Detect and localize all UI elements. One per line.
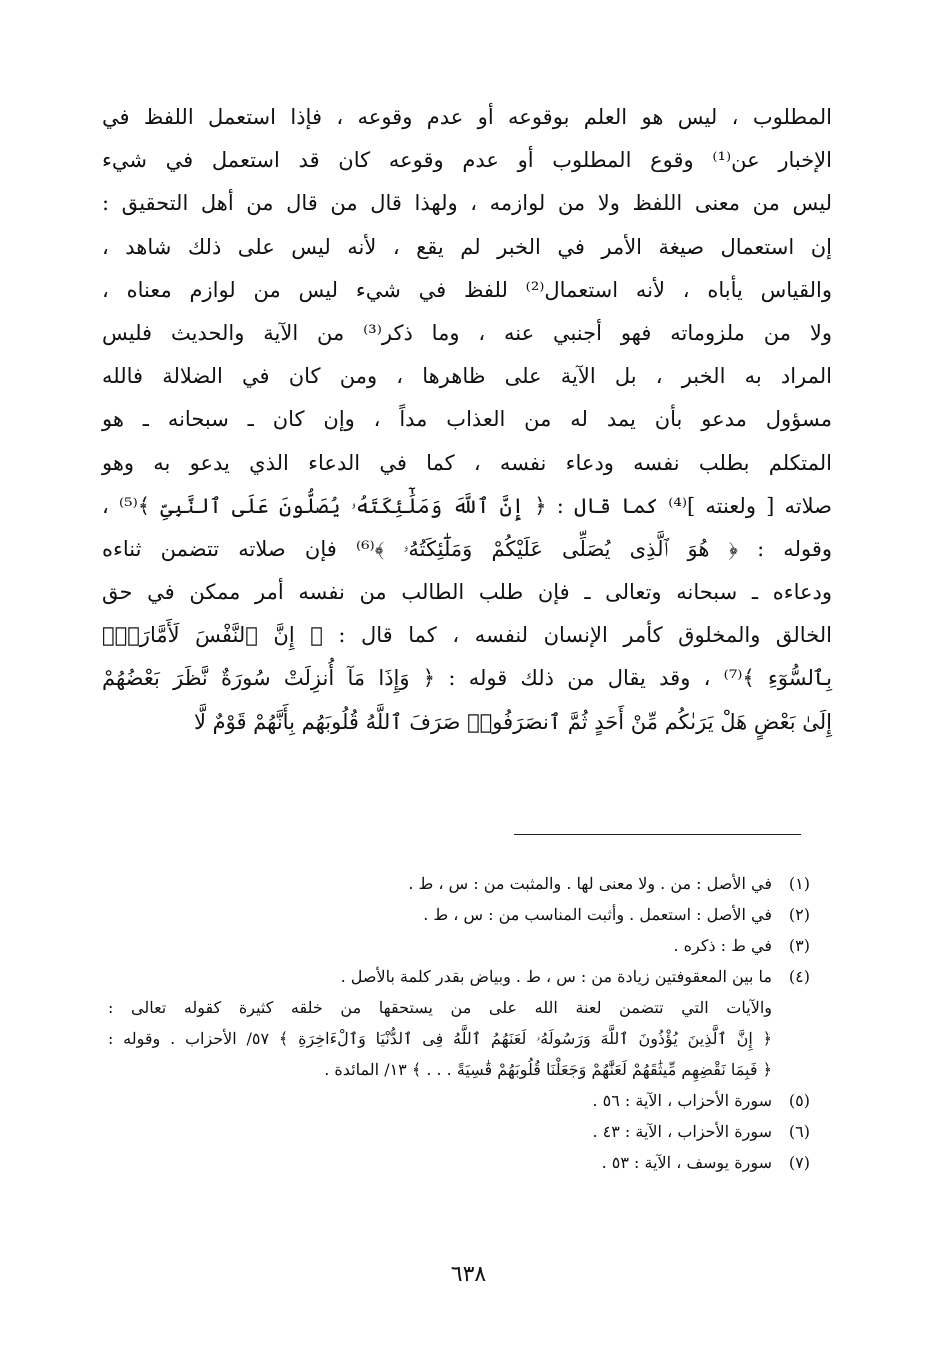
footnote	[108, 930, 810, 961]
footnote-text	[108, 899, 772, 930]
footnote	[108, 961, 810, 1085]
text-line: إن استعمال صيغة الأمر في الخبر لم يقع ، لأنه ليس على ذلك شاهد ،	[102, 234, 832, 259]
text-line: المراد به الخبر ، بل الآية على ظاهرها ، ومن كان في الضلالة فالله	[102, 364, 832, 389]
footnote-line: في الأصل : من . ولا معنى لها . والمثبت من : س ، ط .	[408, 874, 772, 893]
footnote-line: سورة الأحزاب ، الآية : ٥٦ .	[592, 1091, 772, 1110]
text-line: بِٱلسُّوٓءِ ﴾⁽⁷⁾ ، وقد يقال من ذلك قوله : ﴿ وَإِذَا مَآ أُنزِلَتْ سُورَةٌ نَّظَرَ بَعْضُهُمْ	[102, 666, 832, 691]
text-line: والقياس يأباه ، لأنه استعمال⁽²⁾ للفظ في شيء ليس من لوازم معناه ،	[102, 277, 832, 302]
footnote-line: في ط : ذكره .	[673, 936, 772, 955]
text-line: المتكلم بطلب نفسه ودعاء نفسه ، كما في الدعاء الذي يدعو به وهو	[102, 450, 832, 475]
footnote-text	[108, 868, 772, 899]
text-line: المطلوب ، ليس هو العلم بوقوعه أو عدم وقوعه ، فإذا استعمل اللفظ في	[102, 105, 832, 129]
text-line: صلاته [ ولعنته ]⁽⁴⁾ كما قال : ﴿ إِنَّ ٱللَّهَ وَمَلَٰٓئِكَتَهُۥ يُصَلُّونَ عَلَى ٱلنَّبِىِّ ﴾⁽⁵⁾ ،	[102, 493, 833, 518]
footnote	[108, 1147, 810, 1178]
footnote-number: (٣)	[788, 936, 810, 955]
page-number: ٦٣٨	[450, 1262, 487, 1287]
text-line: ليس من معنى اللفظ ولا من لوازمه ، ولهذا قال من قال من أهل التحقيق :	[102, 191, 832, 216]
text-line: ودعاءه ـ سبحانه وتعالى ـ فإن طلب الطالب من نفسه أمر ممكن في حق	[102, 580, 832, 605]
footnote-text	[108, 961, 772, 1085]
footnote-text	[108, 930, 772, 961]
footnote-line: والآيات التي تتضمن لعنة الله على من يستحقها من خلقه كثيرة كقوله تعالى :	[108, 998, 772, 1017]
footnote-text	[108, 1085, 772, 1116]
footnote-line: ما بين المعقوفتين زيادة من : س ، ط . وبياض بقدر كلمة بالأصل .	[340, 967, 772, 986]
footnote-text	[108, 1147, 772, 1178]
footnote-number: (٤)	[788, 967, 810, 986]
text-line: ولا من ملزوماته فهو أجنبي عنه ، وما ذكر⁽³⁾ من الآية والحديث فليس	[102, 320, 833, 345]
text-line: الخالق والمخلوق كأمر الإنسان لنفسه ، كما قال : ﴿ إِنَّ ٱلنَّفْسَ لَأَمَّارَةٌۢ	[102, 623, 832, 648]
footnote-line: سورة يوسف ، الآية : ٥٣ .	[601, 1153, 772, 1172]
text-line: مسؤول مدعو بأن يمد له من العذاب مداً ، وإن كان ـ سبحانه ـ هو	[102, 407, 832, 432]
footnote-line: ﴿ فَبِمَا نَقْضِهِم مِّيثَٰقَهُمْ لَعَنَّٰهُمْ وَجَعَلْنَا قُلُوبَهُمْ قَٰسِيَةً . . . ﴾ ١٣/ المائدة .	[324, 1060, 772, 1079]
footnote-number: (١)	[788, 874, 810, 893]
footnote-number: (٧)	[788, 1153, 810, 1172]
text-line: إِلَىٰ بَعْضٍ هَلْ يَرَىٰكُم مِّنْ أَحَدٍ ثُمَّ ٱنصَرَفُوا۟ صَرَفَ ٱللَّهُ قُلُوبَهُم بِأَنَّهُمْ قَوْمٌ لَّا	[193, 709, 832, 734]
footnote-number: (٦)	[788, 1122, 810, 1141]
footnote-separator	[514, 834, 801, 835]
footnote-line: في الأصل : استعمل . وأثبت المناسب من : س ، ط .	[423, 905, 772, 924]
footnote-number: (٥)	[788, 1091, 810, 1110]
footnote-line: سورة الأحزاب ، الآية : ٤٣ .	[592, 1122, 772, 1141]
footnote	[108, 1085, 810, 1116]
footnote-text	[108, 1116, 772, 1147]
footnote	[108, 1116, 810, 1147]
footnote	[108, 868, 810, 899]
footnotes	[108, 868, 810, 1178]
footnote-line: ﴿ إِنَّ ٱلَّذِينَ يُؤْذُونَ ٱللَّهَ وَرَسُولَهُۥ لَعَنَهُمُ ٱللَّهُ فِى ٱلدُّنْيَا وَٱلْءَاخِرَةِ ﴾ ٥٧/ الأحزاب . وقوله :	[108, 1029, 772, 1048]
main-text	[102, 96, 832, 744]
footnote	[108, 899, 810, 930]
footnote-number: (٢)	[788, 905, 810, 924]
text-line: وقوله : ﴿ هُوَ ٱلَّذِى يُصَلِّى عَلَيْكُمْ وَمَلَٰٓئِكَتُهُۥ ﴾⁽⁶⁾ فإن صلاته تتضمن ثناءه	[102, 536, 832, 561]
text-line: الإخبار عن⁽¹⁾ وقوع المطلوب أو عدم وقوعه كان قد استعمل في شيء	[102, 148, 832, 173]
